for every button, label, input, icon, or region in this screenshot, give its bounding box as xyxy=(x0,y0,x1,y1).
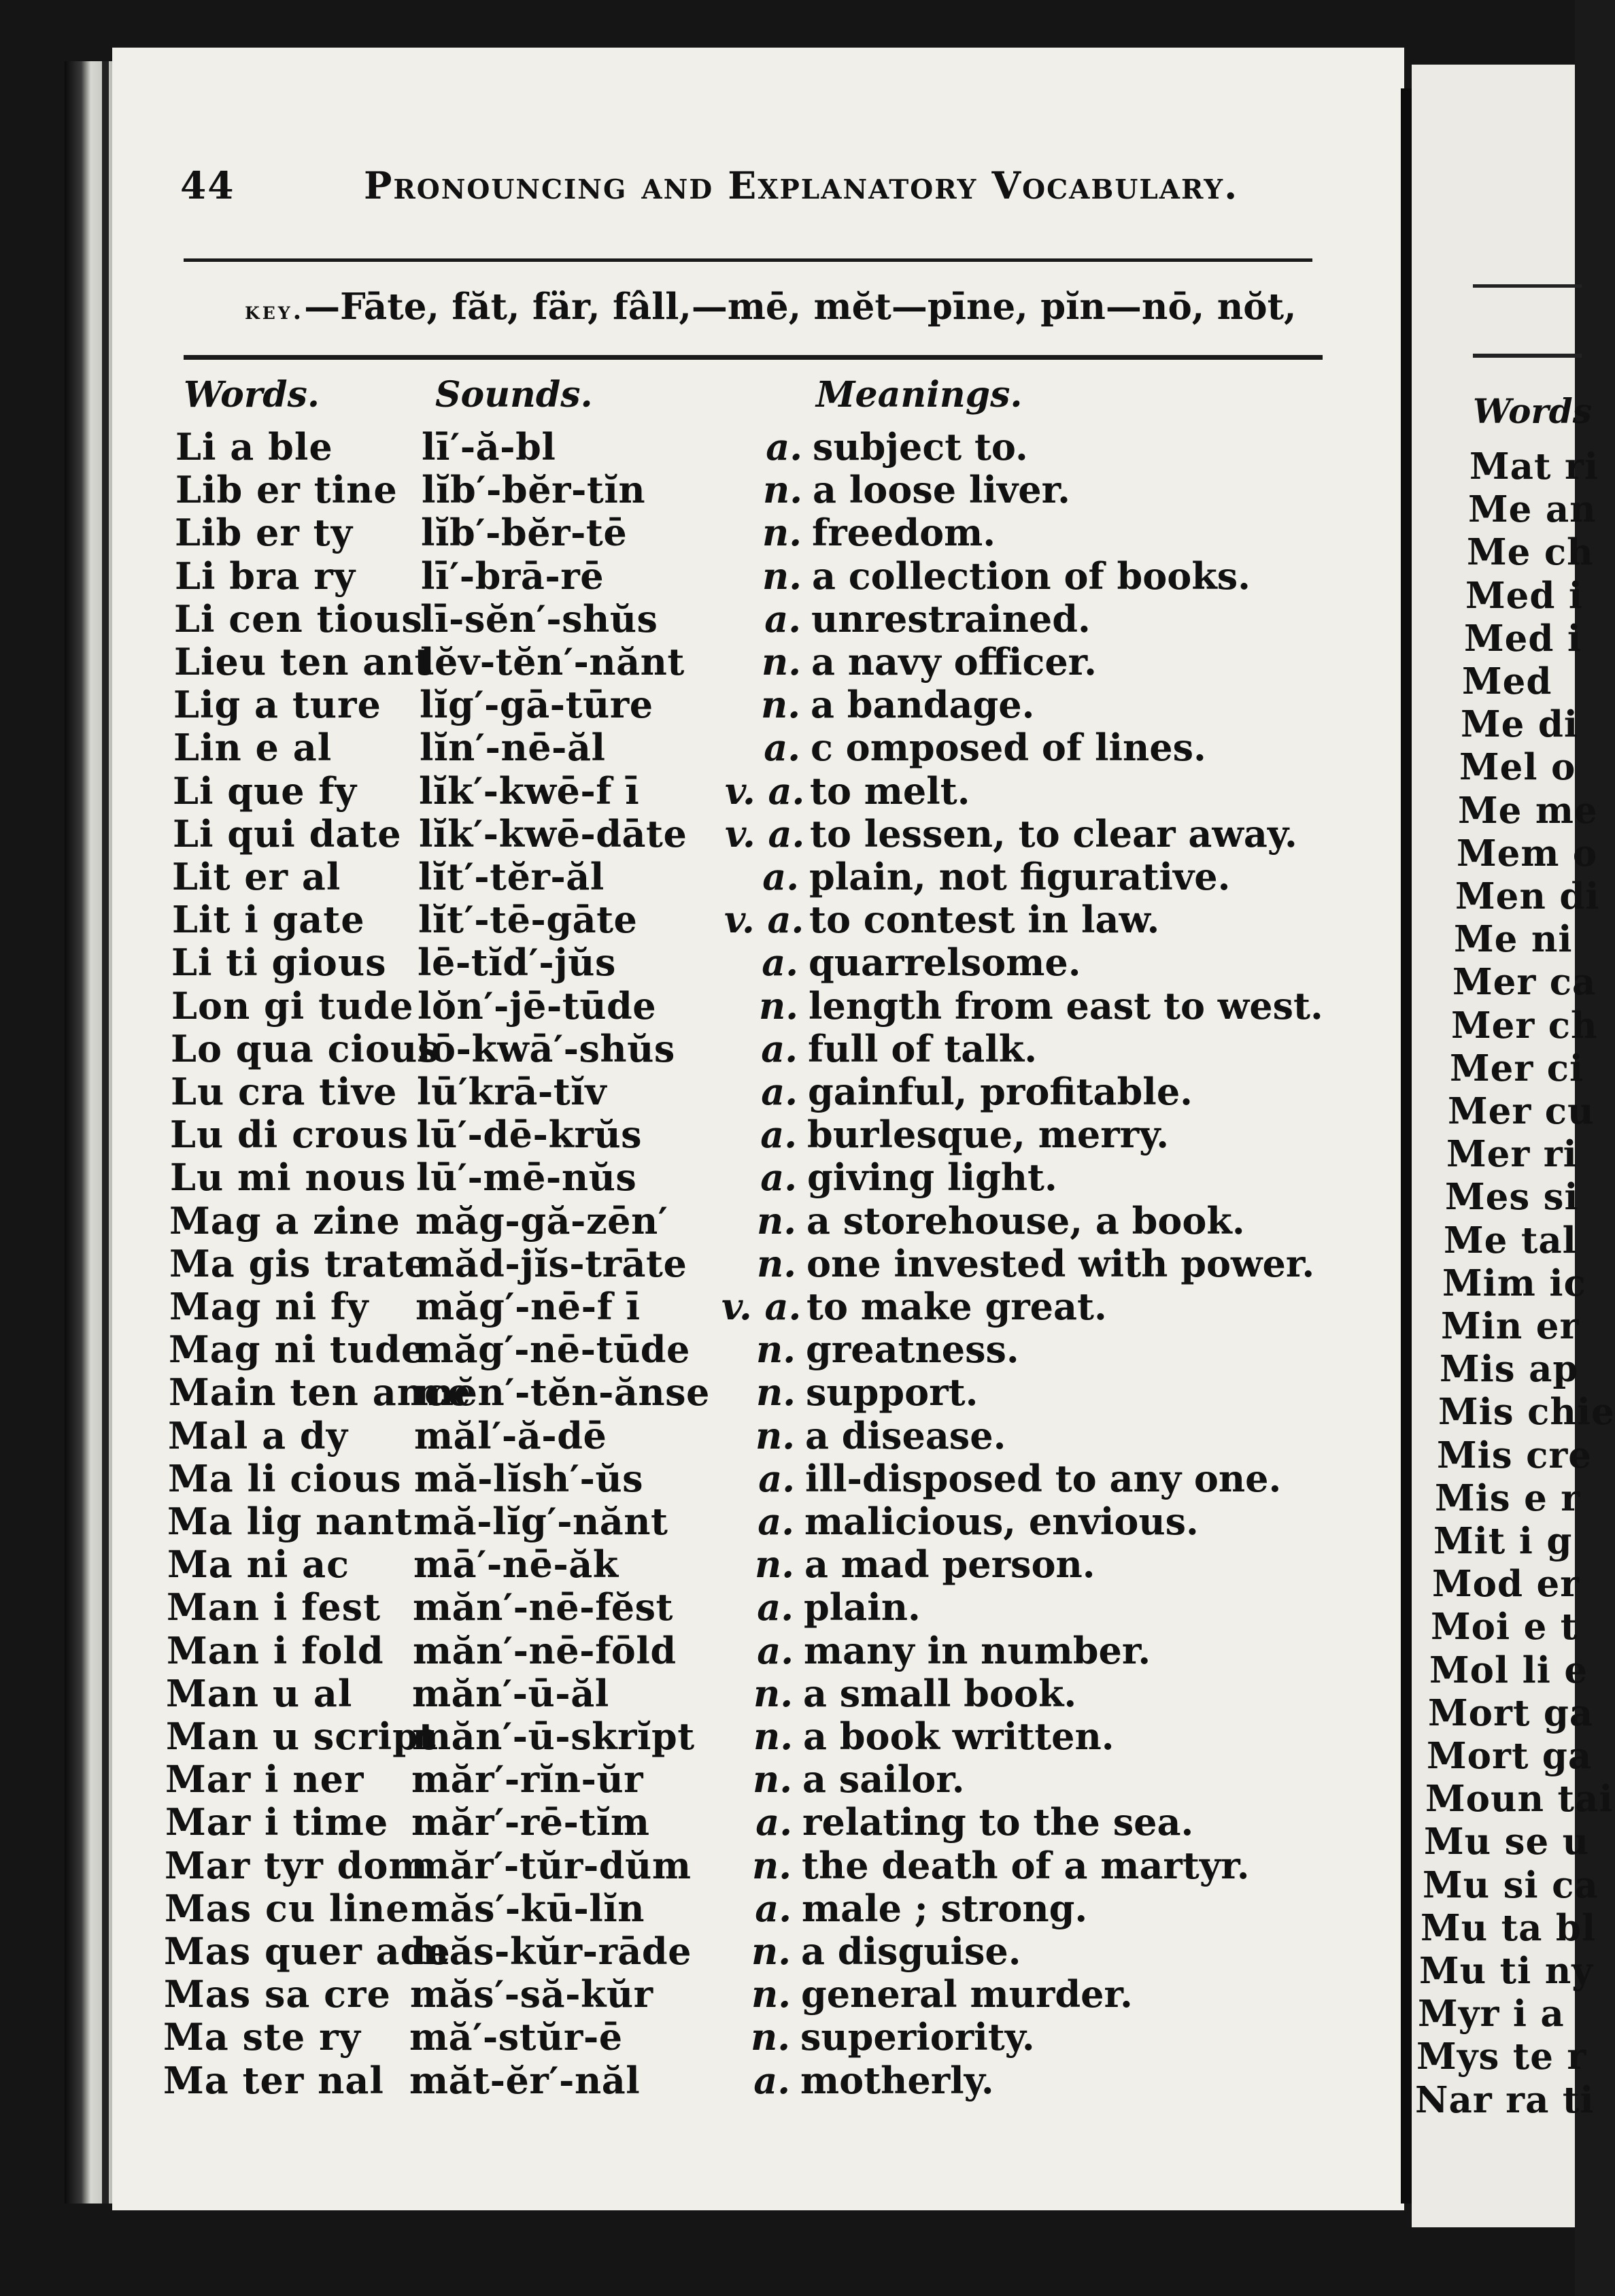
entry-sound: mă-lĭg′-nănt xyxy=(413,1500,668,1543)
facing-page-column-head: Words xyxy=(1473,391,1592,431)
vocabulary-entry xyxy=(0,554,1291,597)
entry-pos: a. xyxy=(755,1800,792,1844)
entry-meaning: a sailor. xyxy=(802,1757,965,1802)
entry-sound: lū′-mē-nŭs xyxy=(416,1155,637,1200)
entry-sound: măn′-ū-ăl xyxy=(412,1671,609,1715)
facing-page-word: Men di xyxy=(1455,875,1600,917)
vocabulary-entry xyxy=(0,1370,1285,1413)
entry-word: Mas sa cre xyxy=(164,1972,391,2016)
vocabulary-entry xyxy=(0,726,1290,769)
facing-page-word: Me di xyxy=(1461,703,1579,746)
entry-word: Lit i gate xyxy=(172,898,365,942)
facing-page-word: Mis chie xyxy=(1438,1391,1615,1434)
facing-page-word: Mer ri xyxy=(1446,1133,1578,1176)
entry-pos: a. xyxy=(762,941,798,985)
facing-page-word: Me ni xyxy=(1454,918,1573,961)
entry-pos: a. xyxy=(766,425,802,469)
entry-meaning: superiority. xyxy=(800,2015,1035,2059)
facing-page-word: Me ch xyxy=(1467,531,1594,574)
entry-sound: măs-kŭr-rāde xyxy=(410,1929,692,1973)
entry-pos: n. xyxy=(762,511,802,555)
entry-pos: a. xyxy=(758,1456,795,1500)
entry-sound: lĕv-tĕn′-nănt xyxy=(420,640,685,683)
entry-meaning: full of talk. xyxy=(808,1026,1038,1070)
entry-pos: n. xyxy=(755,1370,796,1415)
entry-sound: măt-ĕr′-năl xyxy=(409,2058,641,2102)
entry-sound: măd-jĭs-trāte xyxy=(415,1241,687,1285)
entry-word: Mas cu line xyxy=(165,1886,410,1930)
entry-word: Li que fy xyxy=(173,769,358,813)
vocabulary-entry xyxy=(0,1414,1285,1457)
entry-meaning: relating to the sea. xyxy=(802,1800,1194,1844)
entry-meaning: quarrelsome. xyxy=(809,941,1081,985)
entry-word: Lib er ty xyxy=(175,511,353,555)
entry-word: Ma ter nal xyxy=(163,2058,384,2102)
entry-sound: lĭb′-bĕr-tĭn xyxy=(422,468,646,512)
entry-pos: n. xyxy=(756,1198,796,1243)
entry-meaning: plain, not figurative. xyxy=(809,855,1231,898)
vocabulary-entry xyxy=(0,683,1290,726)
entry-meaning: a navy officer. xyxy=(811,640,1097,683)
entry-word: Man u script xyxy=(166,1715,437,1758)
entry-pos: n. xyxy=(755,1413,795,1457)
entry-meaning: to lessen, to clear away. xyxy=(810,811,1297,856)
entry-word: Lu di crous xyxy=(170,1113,409,1157)
meanings-heading: Meanings. xyxy=(816,374,1023,416)
entry-meaning: general murder. xyxy=(801,1972,1133,2016)
entry-sound: măg-gă-zēn′ xyxy=(415,1198,668,1243)
entry-word: Man i fold xyxy=(167,1628,384,1672)
vocabulary-entry xyxy=(0,1715,1282,1757)
entry-meaning: malicious, envious. xyxy=(804,1500,1199,1543)
facing-page-word: Myr i a xyxy=(1418,1993,1565,2036)
vocabulary-entry xyxy=(0,1542,1284,1585)
vocabulary-entry xyxy=(0,1285,1286,1328)
entry-meaning: a loose liver. xyxy=(813,468,1070,512)
entry-word: Mar i ner xyxy=(165,1757,364,1802)
entry-pos: a. xyxy=(761,1026,798,1070)
facing-page-word: Med i xyxy=(1465,574,1584,617)
facing-page-word: Mer ch xyxy=(1451,1004,1598,1047)
entry-sound: măg′-nē-tūde xyxy=(415,1328,690,1372)
entry-meaning: giving light. xyxy=(807,1155,1057,1200)
entry-sound: lŏn′-jē-tūde xyxy=(418,983,657,1028)
entry-word: Ma li cious xyxy=(168,1456,402,1500)
facing-page-word: Mer ci xyxy=(1450,1047,1584,1090)
entry-meaning: to make great. xyxy=(806,1285,1107,1328)
entry-pos: v. a. xyxy=(725,811,805,856)
facing-page-word: Med xyxy=(1462,660,1552,703)
vocabulary-entry xyxy=(0,769,1289,812)
facing-page xyxy=(1412,65,1615,2227)
facing-page-word: Mes si xyxy=(1445,1176,1579,1219)
facing-page-word: Mel o xyxy=(1459,746,1576,789)
entry-pos: n. xyxy=(762,468,802,512)
facing-page-word: Mem o xyxy=(1457,832,1598,875)
entry-word: Li cen tious xyxy=(174,596,423,641)
vocabulary-entry xyxy=(0,1328,1285,1370)
entry-word: Li a ble xyxy=(175,425,333,469)
entry-pos: v. a. xyxy=(721,1285,802,1328)
facing-page-word: Me an xyxy=(1468,488,1597,531)
vocabulary-entry xyxy=(0,2059,1280,2101)
entry-sound: măs′-kū-lĭn xyxy=(411,1886,645,1930)
entry-pos: v. a. xyxy=(724,898,804,942)
entry-meaning: the death of a martyr. xyxy=(802,1843,1250,1887)
vocabulary-entry xyxy=(0,425,1292,468)
entry-pos: a. xyxy=(757,1585,794,1630)
entry-sound: lĭk′-kwē-dāte xyxy=(419,811,687,856)
entry-sound: lē-tĭd′-jŭs xyxy=(418,941,616,985)
entry-word: Lieu ten ant xyxy=(174,640,432,683)
page-gutter xyxy=(1401,88,1412,2204)
entry-meaning: support. xyxy=(806,1370,979,1415)
facing-page-word: Med i xyxy=(1464,617,1582,660)
vocabulary-entry xyxy=(0,1757,1282,1800)
entry-pos: n. xyxy=(758,983,798,1028)
entry-meaning: greatness. xyxy=(806,1328,1019,1372)
entry-meaning: a storehouse, a book. xyxy=(806,1198,1245,1243)
entry-pos: n. xyxy=(751,1929,791,1973)
entry-pos: n. xyxy=(752,1757,792,1802)
facing-page-word: Mis e r xyxy=(1435,1476,1581,1519)
entry-word: Li ti gious xyxy=(171,941,387,985)
entry-word: Mal a dy xyxy=(168,1413,349,1457)
vocabulary-entry xyxy=(0,1629,1283,1672)
entry-meaning: a book written. xyxy=(803,1715,1115,1758)
entry-meaning: motherly. xyxy=(800,2058,994,2102)
facing-page-word: Mys te r xyxy=(1416,2036,1587,2078)
facing-page-word: Mod er xyxy=(1432,1563,1580,1606)
vocabulary-entry xyxy=(0,941,1288,983)
entry-meaning: ill-disposed to any one. xyxy=(805,1456,1282,1500)
vocabulary-entry xyxy=(0,511,1291,554)
page-title: Pronouncing and Explanatory Vocabulary. xyxy=(364,163,1239,207)
facing-page-word: Me tal xyxy=(1444,1219,1577,1262)
entry-sound: lō-kwā′-shŭs xyxy=(417,1026,675,1070)
entry-pos: a. xyxy=(762,855,799,898)
entry-word: Ma ste ry xyxy=(163,2015,361,2059)
entry-pos: a. xyxy=(757,1628,794,1672)
entry-word: Li qui date xyxy=(173,811,402,856)
facing-page-word: Mol li e xyxy=(1429,1649,1588,1691)
facing-page-word: Mim ic xyxy=(1442,1262,1586,1304)
entry-meaning: male ; strong. xyxy=(802,1886,1088,1930)
entry-word: Man i fest xyxy=(167,1585,381,1630)
entry-meaning: freedom. xyxy=(812,511,996,555)
entry-pos: n. xyxy=(754,1542,794,1587)
entry-word: Ma lig nant xyxy=(167,1500,413,1543)
entry-pos: a. xyxy=(760,1113,797,1157)
entry-meaning: burlesque, merry. xyxy=(807,1113,1170,1157)
entry-pos: n. xyxy=(753,1671,793,1715)
vocabulary-entry xyxy=(0,1887,1281,1929)
facing-page-word: Min er xyxy=(1441,1305,1580,1347)
entry-meaning: a disguise. xyxy=(801,1929,1021,1973)
facing-page-word: Mu se u xyxy=(1424,1821,1590,1863)
entry-word: Li bra ry xyxy=(175,554,356,598)
facing-page-word: Mis cre xyxy=(1437,1434,1593,1476)
entry-word: Lit er al xyxy=(172,855,341,898)
entry-pos: v. a. xyxy=(725,769,805,813)
entry-word: Mag ni tude xyxy=(169,1328,426,1372)
entry-sound: măr′-rē-tĭm xyxy=(411,1800,650,1844)
entry-sound: lĭb′-bĕr-tē xyxy=(421,511,628,555)
vocabulary-entry xyxy=(0,1241,1315,1285)
entry-meaning: to melt. xyxy=(810,769,970,813)
vocabulary-entry xyxy=(0,597,1291,640)
facing-page-word: Mat ri xyxy=(1469,445,1599,488)
entry-word: Lu mi nous xyxy=(170,1155,407,1200)
facing-page-word: Mis ap xyxy=(1440,1348,1579,1391)
entry-sound: mă′-stŭr-ē xyxy=(409,2015,623,2059)
entry-pos: a. xyxy=(758,1500,794,1543)
entry-meaning: a disease. xyxy=(805,1413,1006,1457)
vocabulary-entry xyxy=(0,1070,1287,1113)
facing-page-word: Mer ca xyxy=(1452,961,1597,1004)
facing-page-word: Me me xyxy=(1458,789,1598,832)
entry-meaning: many in number. xyxy=(804,1628,1151,1672)
vocabulary-entry xyxy=(0,1800,1282,1843)
entry-sound: lĭt′-tĕr-ăl xyxy=(418,855,605,898)
facing-page-word: Mort ga xyxy=(1427,1735,1593,1777)
entry-sound: lĭg′-gā-tūre xyxy=(420,683,653,727)
facing-page-word: Moun tai xyxy=(1425,1778,1614,1821)
entry-sound: mă-lĭsh′-ŭs xyxy=(414,1456,644,1500)
entry-sound: măr′-tŭr-dŭm xyxy=(411,1843,692,1887)
entry-pos: a. xyxy=(755,1886,792,1930)
vocabulary-entry xyxy=(0,1929,1280,1972)
entry-word: Mar tyr dom xyxy=(165,1843,428,1887)
entry-meaning: gainful, profitable. xyxy=(808,1070,1193,1113)
entry-word: Lig a ture xyxy=(173,683,381,727)
entry-word: Lib er tine xyxy=(175,468,398,512)
entry-pos: a. xyxy=(753,2058,790,2102)
entry-pos: n. xyxy=(756,1241,796,1285)
entry-sound: măr′-rĭn-ŭr xyxy=(411,1757,644,1802)
entry-word: Main ten ance xyxy=(169,1370,472,1415)
entry-sound: măs′-să-kŭr xyxy=(410,1972,653,2016)
entry-pos: n. xyxy=(762,554,802,598)
entry-pos: n. xyxy=(760,683,800,727)
entry-sound: lĭn′-nē-ăl xyxy=(420,726,606,770)
vocabulary-entry xyxy=(0,2015,1280,2058)
vocabulary-entry xyxy=(0,1457,1285,1500)
facing-page-word: Mit i g xyxy=(1433,1520,1573,1562)
entry-word: Mag ni fy xyxy=(169,1285,369,1328)
facing-page-key-rule xyxy=(1473,354,1582,358)
words-heading: Words. xyxy=(184,374,320,416)
entry-pos: a. xyxy=(764,596,801,641)
vocabulary-entry xyxy=(0,1155,1287,1198)
entry-pos: n. xyxy=(753,1715,793,1758)
entry-pos: n. xyxy=(761,640,801,683)
vocabulary-entry xyxy=(0,1500,1284,1542)
facing-page-word: Mu ta bl xyxy=(1421,1906,1597,1949)
entry-meaning: unrestrained. xyxy=(811,596,1091,641)
entry-meaning: length from east to west. xyxy=(809,983,1323,1028)
entry-sound: lī′-brā-rē xyxy=(421,554,605,598)
page-number: 44 xyxy=(180,163,235,207)
entry-sound: lī-sĕn′-shŭs xyxy=(420,596,658,641)
vocabulary-entry xyxy=(0,1844,1281,1887)
entry-sound: lī′-ă-bl xyxy=(422,425,556,469)
entry-sound: măn′-nē-fĕst xyxy=(413,1585,673,1630)
entry-word: Mag a zine xyxy=(169,1198,401,1243)
facing-page-word: Nar ra ti xyxy=(1415,2078,1595,2121)
entry-meaning: plain. xyxy=(804,1585,921,1630)
entry-word: Lin e al xyxy=(173,726,333,770)
vocabulary-entry xyxy=(0,1585,1283,1628)
entry-meaning: subject to. xyxy=(813,425,1028,469)
entry-word: Ma gis trate xyxy=(169,1241,428,1285)
entry-meaning: to contest in law. xyxy=(809,898,1160,942)
entry-sound: mā′-nē-ăk xyxy=(413,1542,619,1587)
entry-meaning: c omposed of lines. xyxy=(811,726,1206,770)
entry-word: Lo qua cious xyxy=(171,1026,439,1070)
entry-sound: măg′-nē-f ī xyxy=(415,1285,641,1328)
facing-page-word: Mu si ca xyxy=(1423,1863,1599,1906)
entry-meaning: a mad person. xyxy=(804,1542,1095,1587)
entry-word: Man u al xyxy=(166,1671,353,1715)
entry-word: Lon gi tude xyxy=(171,983,414,1028)
facing-page-word: Mu ti ny xyxy=(1419,1950,1594,1992)
vocabulary-entry xyxy=(0,1199,1286,1242)
vocabulary-entry xyxy=(0,468,1292,511)
entry-sound: lū′krā-tĭv xyxy=(417,1070,607,1113)
entry-sound: lĭt′-tē-gāte xyxy=(418,898,638,942)
facing-page-rule xyxy=(1473,284,1582,288)
entry-meaning: a small book. xyxy=(803,1671,1077,1715)
vocabulary-entry xyxy=(0,855,1289,898)
vocabulary-entry xyxy=(0,983,1323,1028)
entry-meaning: one invested with power. xyxy=(806,1241,1315,1285)
sounds-heading: Sounds. xyxy=(435,374,593,416)
entry-word: Lu cra tive xyxy=(171,1070,398,1113)
entry-sound: mĕn′-tĕn-ănse xyxy=(415,1370,710,1415)
vocabulary-entry xyxy=(0,1113,1287,1155)
entry-pos: n. xyxy=(750,2015,790,2059)
entry-pos: a. xyxy=(761,1070,798,1113)
entry-sound: măn′-nē-fōld xyxy=(413,1628,677,1672)
vocabulary-entry xyxy=(0,1672,1282,1715)
facing-page-word: Mer cu xyxy=(1448,1090,1595,1132)
entry-meaning: a bandage. xyxy=(811,683,1035,727)
entry-word: Mas quer ade xyxy=(164,1929,451,1973)
entry-sound: măl′-ă-dē xyxy=(414,1413,607,1457)
entry-sound: lū′-dē-krŭs xyxy=(416,1113,642,1157)
entry-word: Ma ni ac xyxy=(167,1542,350,1587)
vocabulary-entry xyxy=(0,1027,1287,1070)
entry-meaning: a collection of books. xyxy=(812,554,1251,598)
vocabulary-entry xyxy=(0,640,1291,683)
entry-pos: a. xyxy=(760,1155,797,1200)
facing-page-word: Mort ga xyxy=(1428,1691,1594,1734)
key-label: key. xyxy=(245,297,305,325)
entry-word: Mar i time xyxy=(165,1800,389,1844)
entry-pos: n. xyxy=(755,1328,796,1372)
facing-page-word: Moi e t xyxy=(1431,1606,1578,1649)
entry-pos: a. xyxy=(764,726,800,770)
entry-pos: n. xyxy=(751,1972,791,2016)
key-text: —Fāte, făt, fär, fâll,—mē, mĕt—pīne, pĭn—nō, nŏt, xyxy=(304,286,1297,328)
vocabulary-entry xyxy=(0,898,1289,941)
entry-pos: n. xyxy=(751,1843,792,1887)
entry-sound: măn′-ū-skrĭpt xyxy=(412,1715,695,1758)
vocabulary-entry xyxy=(0,811,1297,856)
entry-sound: lĭk′-kwē-f ī xyxy=(419,769,640,813)
vocabulary-entry xyxy=(0,1972,1280,2015)
